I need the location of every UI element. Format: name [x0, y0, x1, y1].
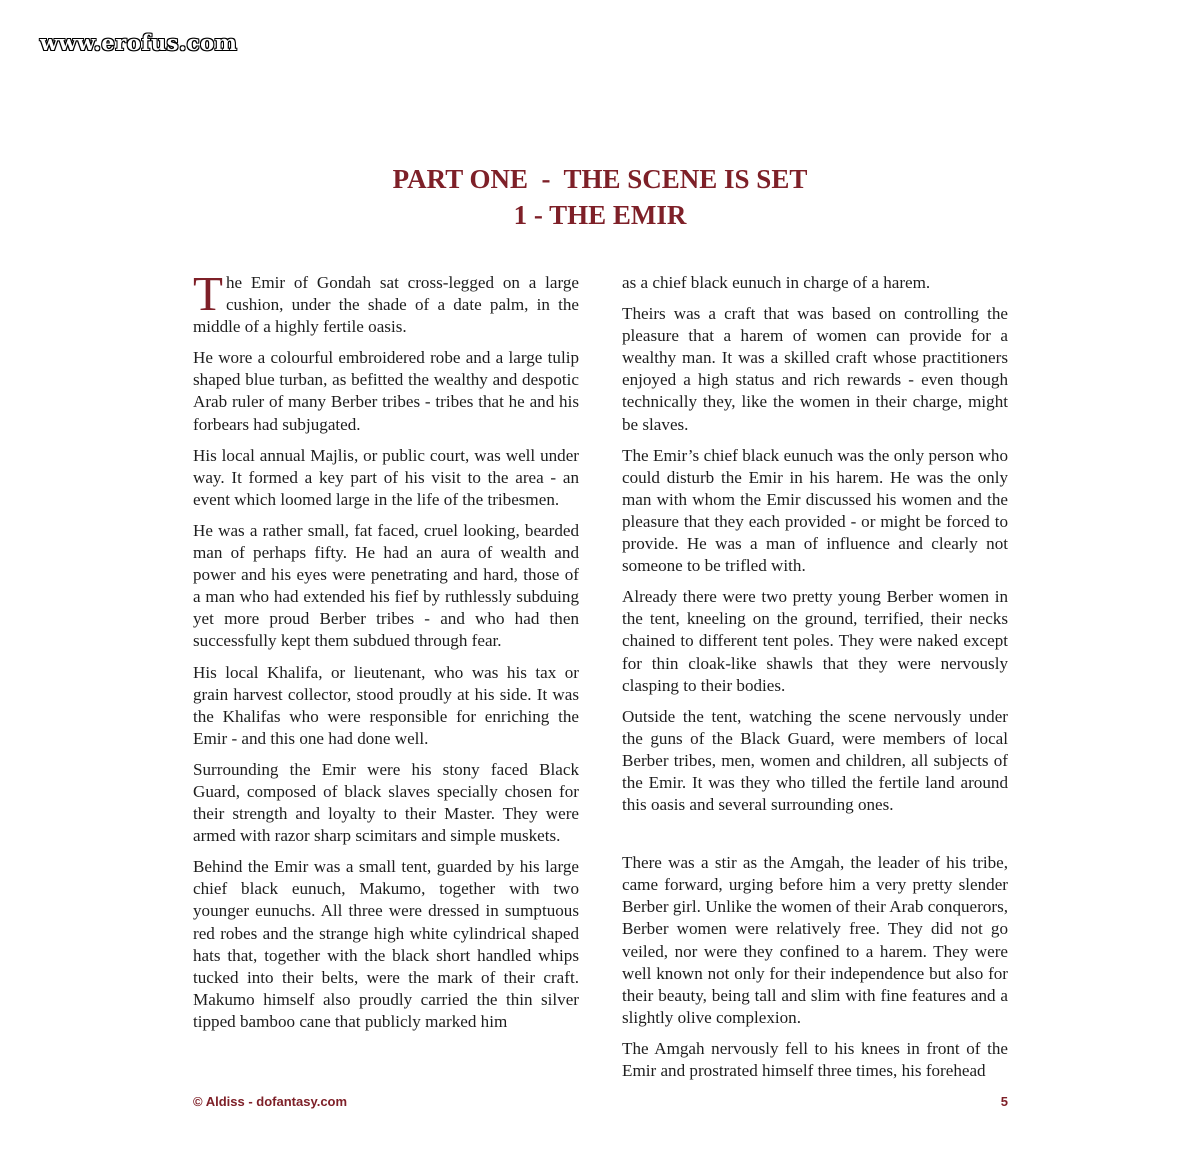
- drop-cap: T: [193, 266, 223, 321]
- part-title: PART ONE - THE SCENE IS SET: [392, 164, 808, 194]
- copyright-footer: © Aldiss - dofantasy.com: [193, 1094, 348, 1109]
- paragraph: The Emir’s chief black eunuch was the only person who could disturb the Emir in his harem. He was the only man with whom the Emir discussed his women and the pleasure that they each provided - or might be forced to provide. He was a man of influence and clearly not someone to be trifled with.: [622, 445, 1008, 576]
- watermark: www.erofus.com: [40, 30, 238, 55]
- left-column: [193, 266, 579, 1042]
- chapter-title: 1 - THE EMIR: [513, 200, 687, 230]
- paragraph: Surrounding the Emir were his stony faced Black Guard, composed of black slaves specially chosen for their strength and loyalty to their Master. They were armed with razor sharp scimitars and simple muskets.: [193, 759, 579, 846]
- section-break: [622, 825, 1008, 852]
- paragraph: His local annual Majlis, or public court, was well under way. It formed a key part of his visit to the area - an event which loomed large in the life of the tribesmen.: [193, 445, 579, 509]
- paragraph: He wore a colourful embroidered robe and a large tulip shaped blue turban, as befitted the wealthy and despotic Arab ruler of many Berber tribes - tribes that he and his forbears had subjugated.: [193, 348, 579, 434]
- page-number: 5: [1000, 1094, 1008, 1109]
- paragraph: His local Khalifa, or lieutenant, who was his tax or grain harvest collector, stood proudly at his side. It was the Khalifas who were responsible for enriching the Emir - and this one had done well.: [193, 662, 579, 748]
- right-column: [622, 272, 1008, 1091]
- paragraph: [193, 266, 579, 338]
- paragraph: Behind the Emir was a small tent, guarded by his large chief black eunuch, Makumo, together with two younger eunuchs. All three were dressed in sumptuous red robes and the strange high white cylindrical shaped hats that, together with the black short handled whips tucked into their belts, were the mark of their craft. Makumo himself also proudly carried the thin silver tipped bamboo cane that publicly marked him: [193, 857, 579, 1031]
- paragraph: There was a stir as the Amgah, the leader of his tribe, came forward, urging before him a very pretty slender Berber girl. Unlike the women of their Arab conquerors, Berber women were relatively free. They did not go veiled, nor were they confined to a harem. They were well known not only for their independence but also for their beauty, being tall and slim with fine features and a slightly olive complexion.: [622, 853, 1008, 1027]
- paragraph-text: he Emir of Gondah sat cross-legged on a large cushion, under the shade of a date palm, in the middle of a highly fertile oasis.: [193, 273, 579, 337]
- paragraph: He was a rather small, fat faced, cruel looking, bearded man of perhaps fifty. He had an aura of wealth and power and his eyes were penetrating and hard, those of a man who had extended his fief by ruthlessly subduing yet more proud Berber tribes - and who had then successfully kept them subdued through fear.: [193, 520, 579, 651]
- paragraph: Outside the tent, watching the scene nervously under the guns of the Black Guard, were members of local Berber tribes, men, women and children, all subjects of the Emir. It was they who tilled the fertile land around this oasis and several surrounding ones.: [622, 706, 1008, 815]
- paragraph: The Amgah nervously fell to his knees in front of the Emir and prostrated himself three times, his forehead: [622, 1038, 1008, 1080]
- paragraph: Already there were two pretty young Berber women in the tent, kneeling on the ground, terrified, their necks chained to different tent poles. They were naked except for thin cloak-like shawls that they were nervously clasping to their bodies.: [622, 587, 1008, 695]
- paragraph: Theirs was a craft that was based on controlling the pleasure that a harem of women can provide for a wealthy man. It was a skilled craft whose practitioners enjoyed a high status and rich rewards - even though technically they, like the women in their charge, might be slaves.: [622, 304, 1008, 434]
- paragraph: as a chief black eunuch in charge of a harem.: [622, 273, 931, 292]
